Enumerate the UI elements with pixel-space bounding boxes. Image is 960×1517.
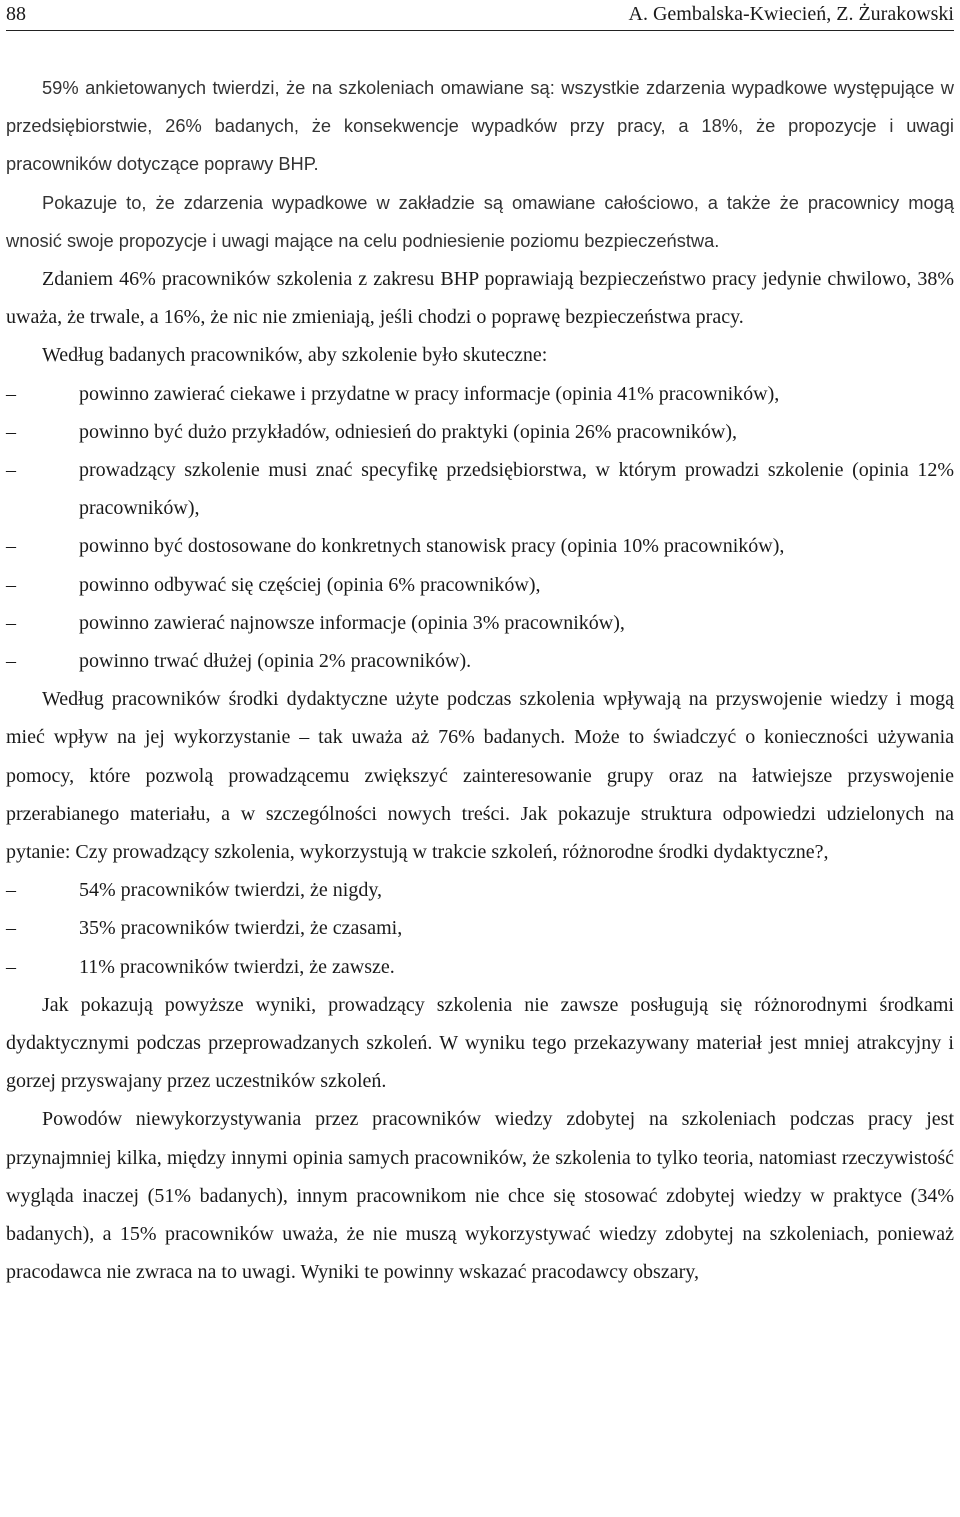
dash-bullet: – [6, 535, 16, 558]
list-item [6, 375, 954, 413]
list-item-text: powinno zawierać najnowsze informacje (opinia 3% pracowników), [79, 611, 625, 634]
list-item-text: powinno trwać dłużej (opinia 2% pracowników). [79, 650, 472, 673]
dash-bullet: – [6, 650, 16, 673]
paragraph: Według pracowników środki dydaktyczne użyte podczas szkolenia wpływają na przyswojenie wiedzy i mogą mieć wpływ na jej wykorzystanie – tak uważa aż 76% badanych. Może to świadczyć o konieczności używania pomocy, które pozwolą prowadzącemu zwiększyć zainteresowanie grupy oraz na łatwiejsze przyswojenie przerabianego materiału, a w szczególności nowych treści. Jak pokazuje struktura odpowiedzi udzielonych na pytanie: Czy prowadzący szkolenia, wykorzystują w trakcie szkoleń, różnorodne środki dydaktyczne?, [6, 688, 954, 864]
page-number: 88 [6, 3, 26, 25]
running-head-authors: A. Gembalska-Kwiecień, Z. Żurakowski [628, 3, 954, 25]
dash-bullet: – [6, 611, 16, 634]
dash-bullet: – [6, 382, 16, 405]
list-item-text: powinno odbywać się częściej (opinia 6% pracowników), [79, 573, 541, 596]
list-item [6, 642, 954, 680]
paragraph: 59% ankietowanych twierdzi, że na szkoleniach omawiane są: wszystkie zdarzenia wypadkowe występujące w przedsiębiorstwie, 26% badanych, że konsekwencje wypadków przy pracy, a 18%, że propozycje i uwagi pracowników dotyczące poprawy BHP. [6, 77, 954, 175]
list-item [6, 527, 954, 565]
list-item-text: 11% pracowników twierdzi, że zawsze. [79, 955, 395, 978]
list-item [6, 871, 954, 909]
list-item-text: 35% pracowników twierdzi, że czasami, [79, 917, 403, 940]
list-item [6, 413, 954, 451]
list-item [6, 566, 954, 604]
list-item [6, 604, 954, 642]
list-item [6, 948, 954, 986]
paragraph: Zdaniem 46% pracowników szkolenia z zakresu BHP poprawiają bezpieczeństwo pracy jedynie chwilowo, 38% uważa, że trwale, a 16%, że nic nie zmieniają, jeśli chodzi o poprawę bezpieczeństwa pracy. [6, 268, 954, 329]
paragraph: Według badanych pracowników, aby szkolenie było skuteczne: [42, 344, 548, 367]
paragraph: Pokazuje to, że zdarzenia wypadkowe w zakładzie są omawiane całościowo, a także że pracownicy mogą wnosić swoje propozycje i uwagi mające na celu podniesienie poziomu bezpieczeństwa. [6, 191, 954, 251]
list-item-text: 54% pracowników twierdzi, że nigdy, [79, 879, 383, 902]
list-item-text: powinno być dużo przykładów, odniesień do praktyki (opinia 26% pracowników), [79, 420, 737, 443]
list-item-text: prowadzący szkolenie musi znać specyfikę przedsiębiorstwa, w którym prowadzi szkolenie (opinia 12% pracowników), [79, 459, 954, 520]
dash-bullet: – [6, 879, 16, 902]
paragraph: Jak pokazują powyższe wyniki, prowadzący szkolenia nie zawsze posługują się różnorodnymi środkami dydaktycznymi podczas przeprowadzanych szkoleń. W wyniku tego przekazywany materiał jest mniej atrakcyjny i gorzej przyswajany przez uczestników szkoleń. [6, 993, 954, 1093]
dash-bullet: – [6, 955, 16, 978]
list-item-text: powinno zawierać ciekawe i przydatne w pracy informacje (opinia 41% pracowników), [79, 382, 780, 405]
paragraph: Powodów niewykorzystywania przez pracowników wiedzy zdobytej na szkoleniach podczas pracy jest przynajmniej kilka, między innymi opinia samych pracowników, że szkolenia to tylko teoria, natomiast rzeczywistość wygląda inaczej (51% badanych), innym pracownikom nie chce się stosować zdobytej wiedzy w praktyce (34% badanych), a 15% pracowników uważa, że nie muszą wykorzystywać wiedzy zdobytej na szkoleniach, ponieważ pracodawca nie zwraca na to uwagi. Wyniki te powinny wskazać pracodawcy obszary, [6, 1108, 954, 1284]
teaching-aids-usage-list [6, 871, 954, 986]
list-item-text: powinno być dostosowane do konkretnych stanowisk pracy (opinia 10% pracowników), [79, 535, 785, 558]
dash-bullet: – [6, 573, 16, 596]
dash-bullet: – [6, 917, 16, 940]
list-item [6, 451, 954, 527]
body-text [6, 69, 954, 1292]
dash-bullet: – [6, 459, 16, 482]
effectiveness-criteria-list [6, 375, 954, 681]
list-item [6, 909, 954, 947]
page-header [6, 0, 954, 31]
dash-bullet: – [6, 420, 16, 443]
